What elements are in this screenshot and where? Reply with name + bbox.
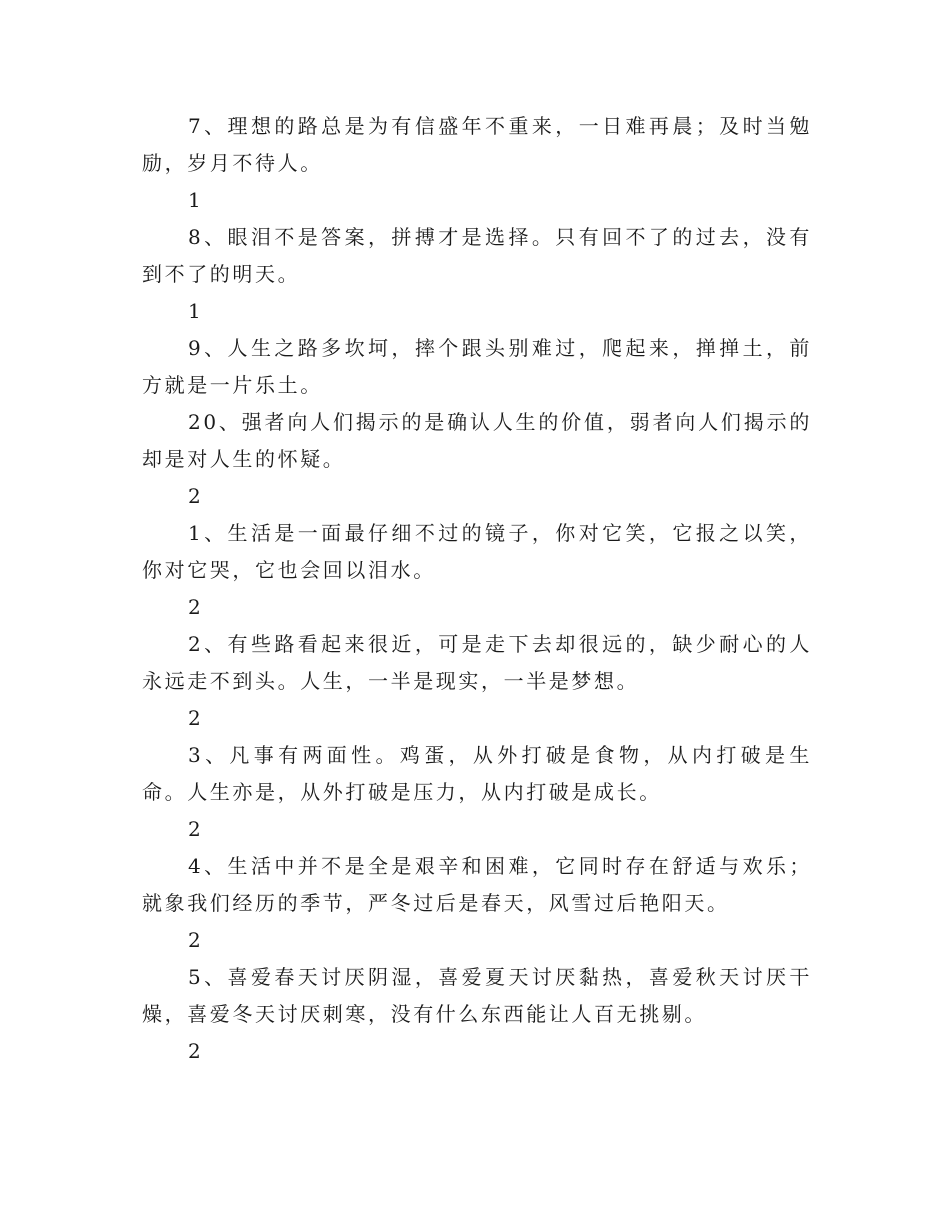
paragraph-5: 5、喜爱春天讨厌阴湿，喜爱夏天讨厌黏热，喜爱秋天讨厌干燥，喜爱冬天讨厌刺寒，没有什么东西能让人百无挑剔。 [142, 965, 812, 1026]
paragraph-7: 7、理想的路总是为有信盛年不重来，一日难再晨；及时当勉励，岁月不待人。 [142, 114, 812, 175]
paragraph-2: 2、有些路看起来很近，可是走下去却很远的，缺少耐心的人永远走不到头。人生，一半是现实，一半是梦想。 [142, 632, 812, 693]
number-line: 1 [188, 299, 201, 323]
paragraph-1: 1、生活是一面最仔细不过的镜子，你对它笑，它报之以笑，你对它哭，它也会回以泪水。 [142, 521, 812, 582]
paragraph-4: 4、生活中并不是全是艰辛和困难，它同时存在舒适与欢乐；就象我们经历的季节，严冬过后是春天，风雪过后艳阳天。 [142, 854, 812, 915]
number-line: 2 [188, 817, 201, 841]
number-line: 1 [188, 188, 201, 212]
document-body [142, 108, 812, 1070]
number-line: 2 [188, 706, 201, 730]
number-line: 2 [188, 484, 201, 508]
paragraph-20: 20、强者向人们揭示的是确认人生的价值，弱者向人们揭示的却是对人生的怀疑。 [142, 410, 812, 471]
paragraph-8: 8、眼泪不是答案，拼搏才是选择。只有回不了的过去，没有到不了的明天。 [142, 225, 812, 286]
number-line: 2 [188, 1039, 201, 1063]
paragraph-9: 9、人生之路多坎坷，摔个跟头别难过，爬起来，掸掸土，前方就是一片乐土。 [142, 336, 812, 397]
number-line: 2 [188, 595, 201, 619]
number-line: 2 [188, 928, 201, 952]
paragraph-3: 3、凡事有两面性。鸡蛋，从外打破是食物，从内打破是生命。人生亦是，从外打破是压力，从内打破是成长。 [142, 743, 812, 804]
